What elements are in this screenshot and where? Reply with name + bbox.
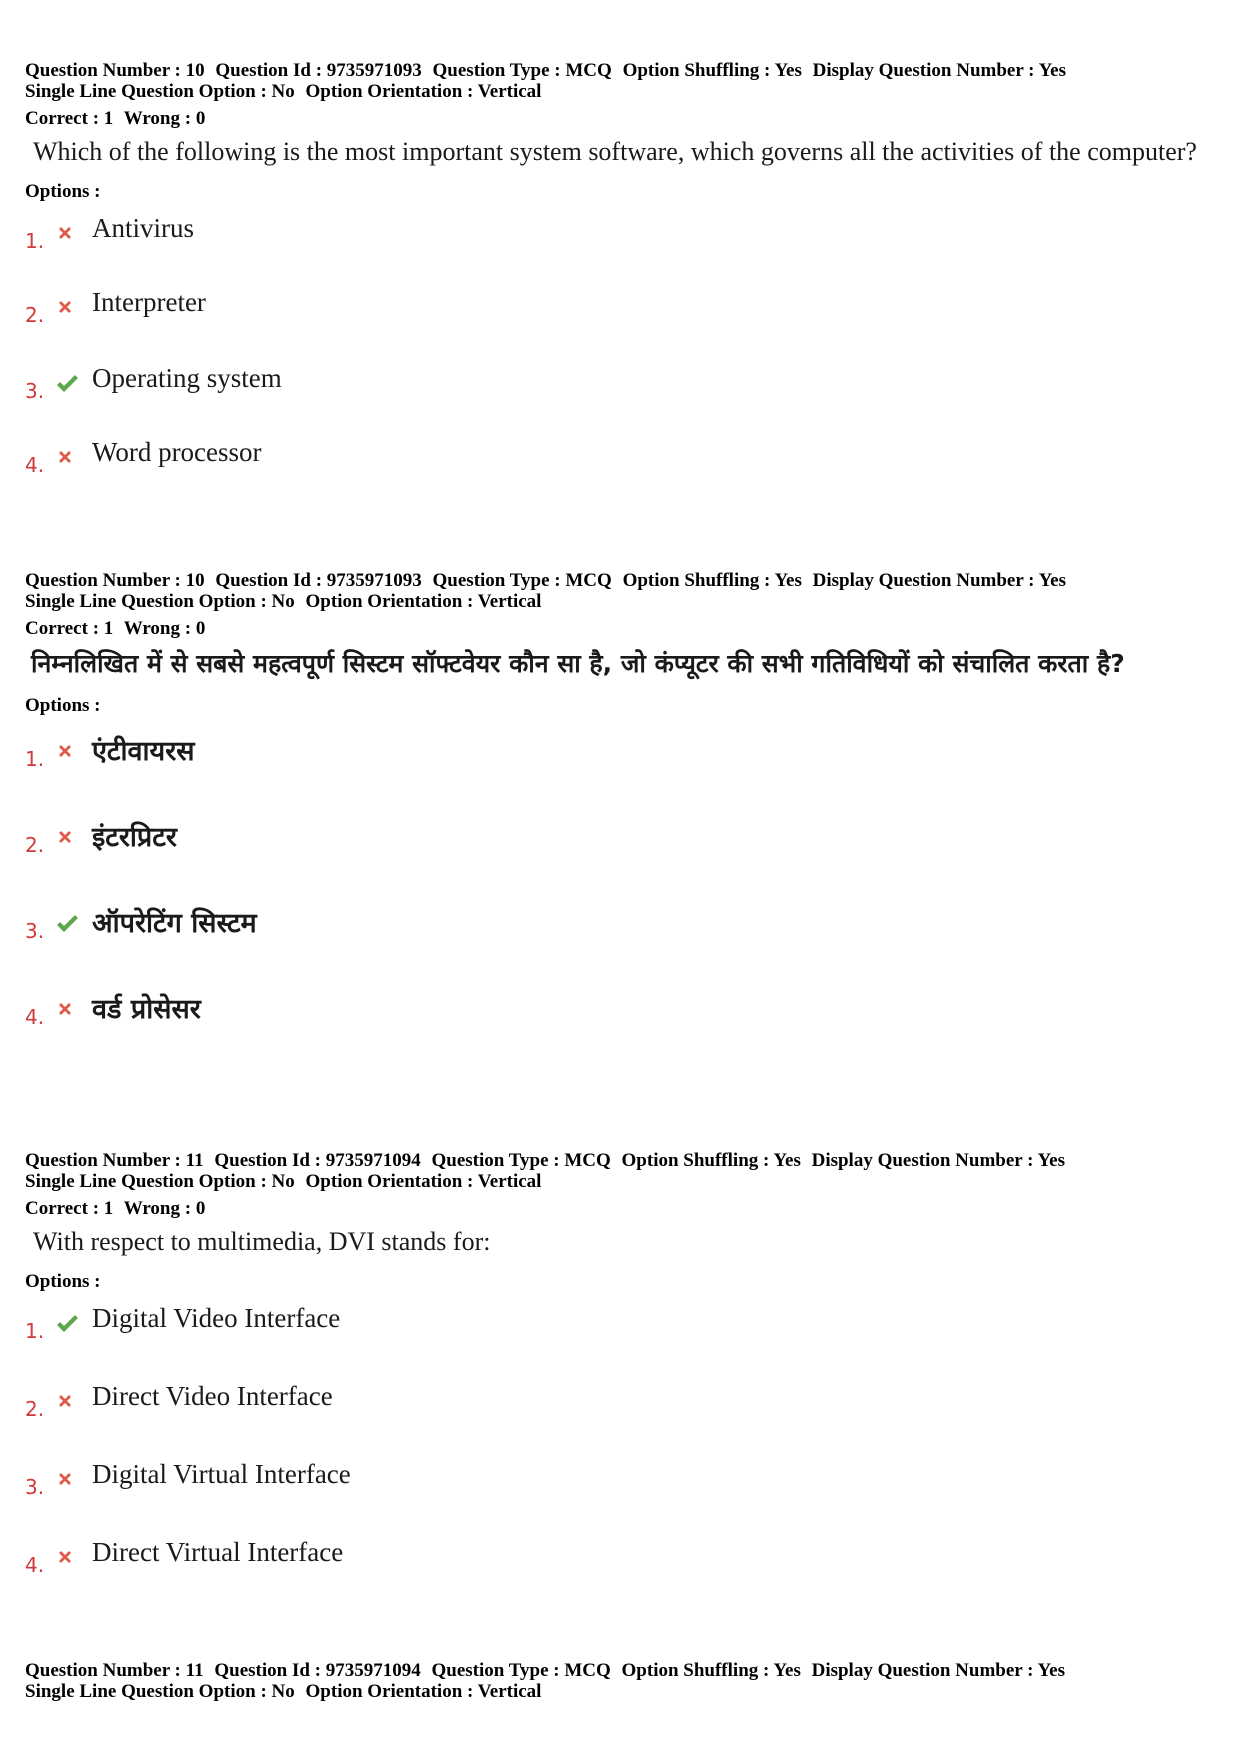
- cross-icon: [55, 223, 75, 243]
- question-meta-line-1: [25, 570, 1225, 591]
- correct-label: Correct :: [25, 108, 100, 129]
- option-number: 4.: [25, 453, 45, 477]
- single-line-value: No: [271, 1171, 295, 1192]
- option-text: वर्ड प्रोसेसर: [92, 994, 201, 1025]
- question-type: MCQ: [565, 60, 612, 81]
- option-text: Antivirus: [92, 213, 195, 243]
- options-label: Options :: [25, 181, 101, 202]
- question-meta-line-1: [25, 1660, 1225, 1681]
- cross-icon: [55, 827, 75, 847]
- option-shuffling: Yes: [774, 570, 802, 591]
- option-text: Interpreter: [92, 287, 206, 317]
- display-question-number-label: Display Question Number :: [811, 1150, 1034, 1171]
- question-number-label: Question Number :: [25, 1150, 181, 1171]
- question-text: Which of the following is the most important system software, which governs all the activities of the computer?: [33, 137, 1197, 166]
- option-number: 1.: [25, 1319, 45, 1343]
- option-shuffling-label: Option Shuffling :: [621, 1660, 770, 1681]
- display-question-number-label: Display Question Number :: [811, 1660, 1034, 1681]
- question-number-label: Question Number :: [25, 1660, 181, 1681]
- orientation-value: Vertical: [477, 81, 542, 102]
- cross-icon: [55, 447, 75, 467]
- question-block: [25, 60, 1225, 475]
- cross-icon: [55, 1391, 75, 1411]
- question-id: 9735971093: [326, 570, 422, 591]
- cross-icon: [55, 999, 75, 1019]
- question-id: 9735971093: [326, 60, 422, 81]
- correct-label: Correct :: [25, 1198, 100, 1219]
- marks-line: [25, 108, 1225, 129]
- orientation-value: Vertical: [477, 1171, 542, 1192]
- wrong-label: Wrong :: [123, 618, 192, 639]
- option-number: 2.: [25, 833, 45, 857]
- question-type-label: Question Type :: [431, 1150, 560, 1171]
- question-block: [25, 1660, 1225, 1702]
- question-id: 9735971094: [325, 1660, 421, 1681]
- question-type-label: Question Type :: [432, 60, 561, 81]
- option-item: [25, 907, 1225, 941]
- options-list: [25, 735, 1225, 1027]
- orientation-value: Vertical: [477, 591, 542, 612]
- option-text: Word processor: [92, 437, 262, 467]
- question-meta-line-1: [25, 60, 1225, 81]
- wrong-value: 0: [195, 108, 206, 129]
- orientation-label: Option Orientation :: [305, 81, 474, 102]
- option-number: 4.: [25, 1005, 45, 1029]
- option-item: [25, 735, 1225, 769]
- option-text: इंटरप्रिटर: [92, 822, 177, 853]
- option-text: Operating system: [92, 363, 282, 393]
- question-meta-line-1: [25, 1150, 1225, 1171]
- option-item: [25, 213, 1225, 253]
- option-item: [25, 821, 1225, 855]
- question-number: 10: [185, 570, 205, 591]
- question-text: With respect to multimedia, DVI stands for:: [33, 1227, 491, 1256]
- question-number-label: Question Number :: [25, 570, 181, 591]
- display-question-number: Yes: [1037, 1150, 1065, 1171]
- question-id-label: Question Id :: [215, 570, 323, 591]
- single-line-value: No: [271, 81, 295, 102]
- option-shuffling-label: Option Shuffling :: [621, 1150, 770, 1171]
- question-number: 10: [185, 60, 205, 81]
- option-item: [25, 1537, 1225, 1577]
- display-question-number: Yes: [1038, 60, 1067, 81]
- option-item: [25, 287, 1225, 327]
- single-line-value: No: [271, 591, 295, 612]
- options-label: Options :: [25, 1271, 101, 1292]
- question-block: [25, 570, 1225, 1027]
- marks-line: [25, 618, 1225, 639]
- orientation-label: Option Orientation :: [305, 1171, 474, 1192]
- option-number: 2.: [25, 1397, 45, 1421]
- option-shuffling-label: Option Shuffling :: [622, 570, 771, 591]
- option-shuffling: Yes: [774, 60, 802, 81]
- options-label: Options :: [25, 695, 101, 716]
- single-line-label: Single Line Question Option :: [25, 81, 267, 102]
- question-meta-line-2: [25, 591, 1225, 612]
- question-id-label: Question Id :: [214, 1660, 321, 1681]
- option-item: [25, 1381, 1225, 1421]
- option-item: [25, 993, 1225, 1027]
- cross-icon: [55, 1469, 75, 1489]
- question-type: MCQ: [565, 570, 612, 591]
- orientation-value: Vertical: [477, 1681, 542, 1702]
- option-text: एंटीवायरस: [92, 736, 195, 767]
- option-number: 1.: [25, 229, 45, 253]
- option-number: 3.: [25, 379, 45, 403]
- option-text: ऑपरेटिंग सिस्टम: [92, 908, 257, 939]
- question-number-label: Question Number :: [25, 60, 181, 81]
- display-question-number-label: Display Question Number :: [812, 60, 1035, 81]
- wrong-label: Wrong :: [123, 1198, 192, 1219]
- option-text: Digital Virtual Interface: [92, 1459, 351, 1489]
- option-shuffling-label: Option Shuffling :: [622, 60, 771, 81]
- option-item: [25, 1303, 1225, 1343]
- option-number: 3.: [25, 1475, 45, 1499]
- question-id-label: Question Id :: [215, 60, 323, 81]
- check-icon: [55, 913, 75, 933]
- single-line-label: Single Line Question Option :: [25, 1681, 267, 1702]
- orientation-label: Option Orientation :: [305, 1681, 474, 1702]
- option-shuffling: Yes: [773, 1660, 801, 1681]
- options-list: [25, 213, 1225, 477]
- question-meta-line-2: [25, 1171, 1225, 1192]
- question-type-label: Question Type :: [431, 1660, 560, 1681]
- option-shuffling: Yes: [773, 1150, 801, 1171]
- question-text: निम्नलिखित में से सबसे महत्वपूर्ण सिस्टम सॉफ्टवेयर कौन सा है, जो कंप्यूटर की सभी गतिविधियों को संचालित करता है?: [31, 649, 1125, 678]
- question-number: 11: [185, 1660, 204, 1681]
- marks-line: [25, 1198, 1225, 1219]
- option-text: Direct Video Interface: [92, 1381, 333, 1411]
- wrong-value: 0: [195, 618, 206, 639]
- orientation-label: Option Orientation :: [305, 591, 474, 612]
- display-question-number: Yes: [1038, 570, 1067, 591]
- option-number: 2.: [25, 303, 45, 327]
- options-list: [25, 1303, 1225, 1577]
- option-item: [25, 363, 1225, 403]
- correct-value: 1: [103, 108, 114, 129]
- question-id-label: Question Id :: [214, 1150, 321, 1171]
- display-question-number-label: Display Question Number :: [812, 570, 1035, 591]
- cross-icon: [55, 1547, 75, 1567]
- correct-value: 1: [103, 1198, 114, 1219]
- option-number: 3.: [25, 919, 45, 943]
- single-line-label: Single Line Question Option :: [25, 1171, 267, 1192]
- question-block: [25, 1150, 1225, 1575]
- option-number: 4.: [25, 1553, 45, 1577]
- question-number: 11: [185, 1150, 204, 1171]
- option-item: [25, 1459, 1225, 1499]
- question-id: 9735971094: [325, 1150, 421, 1171]
- option-item: [25, 437, 1225, 477]
- check-icon: [55, 373, 75, 393]
- wrong-value: 0: [195, 1198, 206, 1219]
- check-icon: [55, 1313, 75, 1333]
- cross-icon: [55, 297, 75, 317]
- option-text: Direct Virtual Interface: [92, 1537, 344, 1567]
- wrong-label: Wrong :: [123, 108, 192, 129]
- display-question-number: Yes: [1037, 1660, 1065, 1681]
- correct-label: Correct :: [25, 618, 100, 639]
- cross-icon: [55, 741, 75, 761]
- correct-value: 1: [103, 618, 114, 639]
- question-meta-line-2: [25, 1681, 1225, 1702]
- question-type-label: Question Type :: [432, 570, 561, 591]
- option-number: 1.: [25, 747, 45, 771]
- question-type: MCQ: [564, 1660, 611, 1681]
- question-type: MCQ: [564, 1150, 611, 1171]
- single-line-label: Single Line Question Option :: [25, 591, 267, 612]
- option-text: Digital Video Interface: [92, 1303, 341, 1333]
- single-line-value: No: [271, 1681, 295, 1702]
- question-meta-line-2: [25, 81, 1225, 102]
